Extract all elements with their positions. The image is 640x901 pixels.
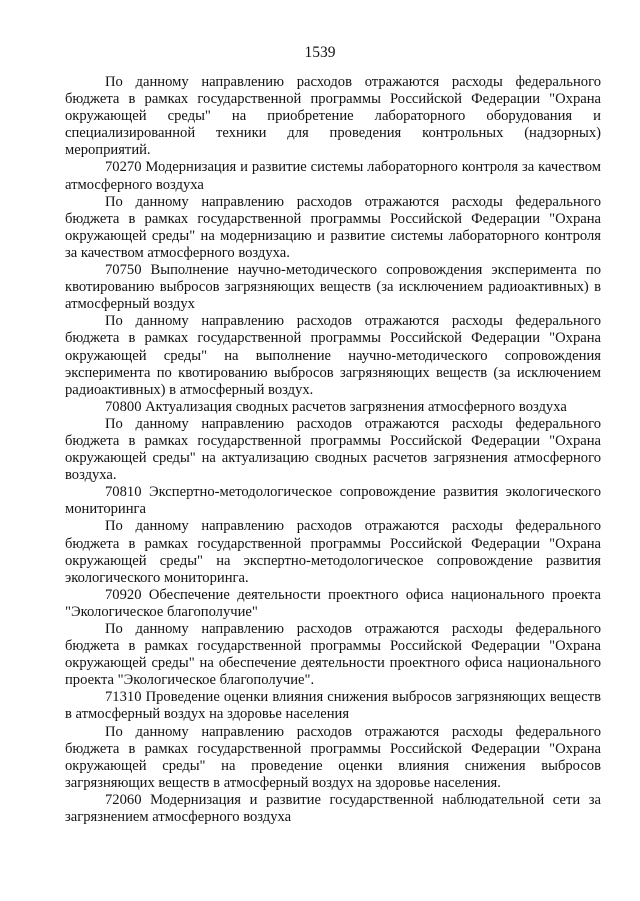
paragraph-expense-code-70920: 70920 Обеспечение деятельности проектного офиса национального проекта "Экологическое благополучие" [65, 586, 601, 620]
paragraph-expense-code-70810: 70810 Экспертно-методологическое сопровождение развития экологического мониторинга [65, 484, 601, 518]
paragraph-expense-code-72060: 72060 Модернизация и развитие государственной наблюдательной сети за загрязнением атмосферного воздуха [65, 791, 601, 826]
paragraph-expense-code-70800: 70800 Актуализация сводных расчетов загрязнения атмосферного воздуха [105, 398, 567, 415]
paragraph-expense-code-70750: 70750 Выполнение научно-методического сопровождения эксперимента по квотированию выбросов загрязняющих веществ (за исключением радиоактивных) в атмосферный воздух [65, 262, 601, 313]
paragraph-expense-description: По данному направлению расходов отражаются расходы федерального бюджета в рамках государственной программы Российской Федерации "Охрана окружающей среды" на выполнение научно-методического сопровождения эксперимента по квотированию выбросов загрязняющих веществ (за исключением радиоактивных) в атмосферный воздух. [65, 313, 601, 398]
paragraph-expense-description: По данному направлению расходов отражаются расходы федерального бюджета в рамках государственной программы Российской Федерации "Охрана окружающей среды" на экспертно-методологическое сопровождение развития экологического мониторинга. [65, 518, 601, 586]
paragraph-expense-description: По данному направлению расходов отражаются расходы федерального бюджета в рамках государственной программы Российской Федерации "Охрана окружающей среды" на актуализацию сводных расчетов загрязнения атмосферного воздуха. [65, 415, 601, 484]
paragraph-expense-description: По данному направлению расходов отражаются расходы федерального бюджета в рамках государственной программы Российской Федерации "Охрана окружающей среды" на приобретение лабораторного оборудования и специализированной техники для проведения контрольных (надзорных) мероприятий. [65, 74, 601, 159]
paragraph-expense-description: По данному направлению расходов отражаются расходы федерального бюджета в рамках государственной программы Российской Федерации "Охрана окружающей среды" на модернизацию и развитие системы лабораторного контроля за качеством атмосферного воздуха. [65, 193, 601, 261]
document-body [65, 74, 601, 826]
paragraph-expense-code-70270: 70270 Модернизация и развитие системы лабораторного контроля за качеством атмосферного воздуха [65, 159, 601, 193]
paragraph-expense-description: По данному направлению расходов отражаются расходы федерального бюджета в рамках государственной программы Российской Федерации "Охрана окружающей среды" на обеспечение деятельности проектного офиса национального проекта "Экологическое благополучие". [65, 621, 601, 689]
paragraph-expense-code-71310: 71310 Проведение оценки влияния снижения выбросов загрязняющих веществ в атмосферный воздух на здоровье населения [65, 689, 601, 723]
paragraph-expense-description: По данному направлению расходов отражаются расходы федерального бюджета в рамках государственной программы Российской Федерации "Охрана окружающей среды" на проведение оценки влияния снижения выбросов загрязняющих веществ в атмосферный воздух на здоровье населения. [65, 723, 601, 791]
page-number: 1539 [304, 44, 336, 61]
